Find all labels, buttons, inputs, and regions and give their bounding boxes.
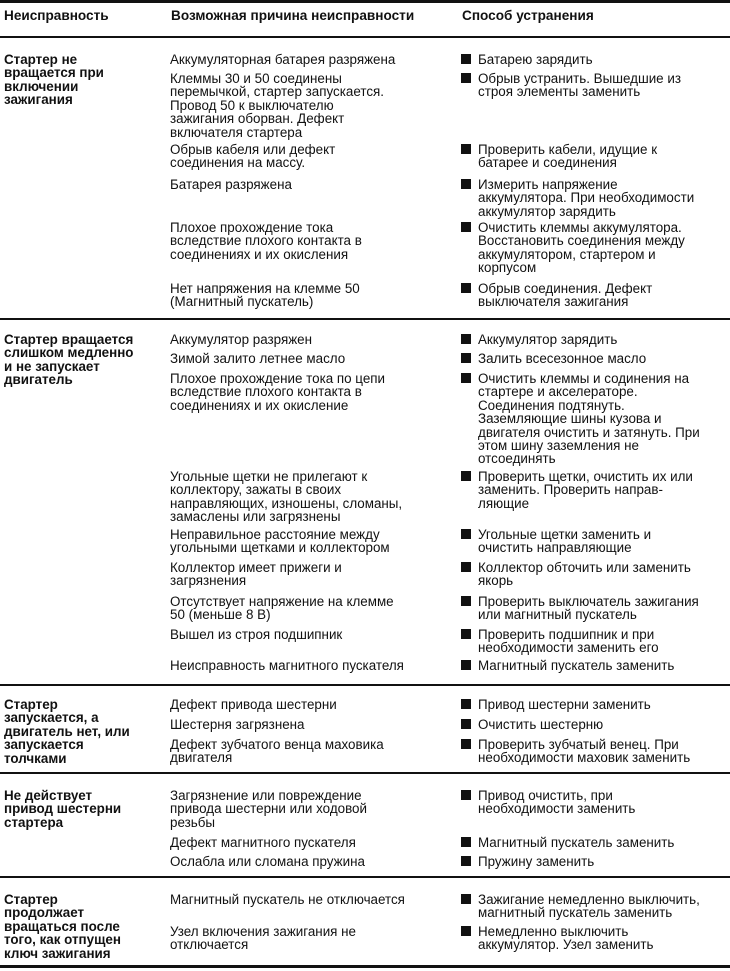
remedy-text: Измерить напряжение аккумулятора. При необходимости аккумулятор зарядить (478, 177, 695, 219)
bullet-square-icon (461, 283, 471, 293)
bullet-square-icon (461, 562, 471, 572)
remedy-cell (461, 628, 729, 655)
cause-cell: Дефект зубчатого венца маховика двигателя (170, 737, 384, 766)
remedy-cell (461, 595, 729, 622)
remedy-cell (461, 333, 729, 346)
remedy-cell (461, 72, 729, 99)
cause-cell: Плохое прохождение тока вследствие плохого контакта в соединениях и их окисления (170, 220, 362, 262)
remedy-cell (461, 855, 729, 868)
group-rule (0, 684, 730, 686)
remedy-cell (461, 178, 729, 218)
remedy-text: Проверить выключатель зажигания или магнитный пускатель (478, 594, 699, 623)
bullet-square-icon (461, 179, 471, 189)
remedy-cell (461, 470, 729, 510)
remedy-cell (461, 53, 729, 66)
remedy-text: Магнитный пускатель заменить (478, 658, 675, 673)
remedy-cell (461, 372, 729, 466)
symptom-cell: Стартер продолжает вращаться после того, как отпущен ключ зажигания (4, 892, 121, 961)
remedy-text: Зажигание немедленно выключить, магнитный пускатель заменить (478, 892, 700, 921)
remedy-text: Очистить шестерню (478, 717, 604, 732)
cause-cell: Обрыв кабеля или дефект соединения на массу. (170, 142, 336, 171)
group-rule (0, 318, 730, 320)
remedy-text: Проверить щетки, очистить их или заменить. Проверить направ- ляющие (478, 469, 693, 511)
remedy-text: Очистить клеммы и содинения на стартере и акселераторе. Соединения подтянуть. Заземляющие шины кузова и двигателя очистить и затянуть. При этом шину заземления не отсоединять (478, 371, 700, 467)
symptom-cell: Стартер не вращается при включении зажигания (4, 52, 104, 108)
bullet-square-icon (461, 73, 471, 83)
symptom-cell: Стартер запускается, а двигатель нет, или запускается толчками (4, 697, 130, 766)
bullet-square-icon (461, 596, 471, 606)
header-remedy: Способ устранения (462, 8, 594, 23)
bullet-square-icon (461, 353, 471, 363)
bullet-square-icon (461, 926, 471, 936)
bullet-square-icon (461, 894, 471, 904)
header-rule (0, 36, 730, 38)
remedy-text: Немедленно выключить аккумулятор. Узел заменить (478, 924, 654, 953)
remedy-cell (461, 738, 729, 765)
cause-cell: Магнитный пускатель не отключается (170, 892, 405, 907)
remedy-text: Пружину заменить (478, 854, 595, 869)
header-cause: Возможная причина неисправности (171, 8, 415, 23)
remedy-cell (461, 893, 729, 920)
remedy-text: Залить всесезонное масло (478, 351, 647, 366)
remedy-text: Аккумулятор зарядить (478, 332, 618, 347)
remedy-cell (461, 836, 729, 849)
bullet-square-icon (461, 222, 471, 232)
cause-cell: Зимой залито летнее масло (170, 351, 346, 366)
remedy-cell (461, 925, 729, 952)
cause-cell: Коллектор имеет прижеги и загрязнения (170, 560, 342, 589)
bullet-square-icon (461, 334, 471, 344)
cause-cell: Вышел из строя подшипник (170, 627, 343, 642)
remedy-text: Батарею зарядить (478, 52, 593, 67)
cause-cell: Шестерня загрязнена (170, 717, 305, 732)
remedy-text: Обрыв соединения. Дефект выключателя зажигания (478, 281, 653, 310)
bullet-square-icon (461, 739, 471, 749)
remedy-text: Привод очистить, при необходимости заменить (478, 788, 636, 817)
remedy-text: Коллектор обточить или заменить якорь (478, 560, 691, 589)
cause-cell: Дефект привода шестерни (170, 697, 337, 712)
cause-cell: Загрязнение или повреждение привода шестерни или ходовой резьбы (170, 788, 367, 830)
remedy-cell (461, 561, 729, 588)
cause-cell: Узел включения зажигания не отключается (170, 924, 356, 953)
remedy-text: Магнитный пускатель заменить (478, 835, 675, 850)
remedy-text: Проверить кабели, идущие к батарее и соединения (478, 142, 658, 171)
group-rule (0, 772, 730, 774)
bullet-square-icon (461, 54, 471, 64)
bullet-square-icon (461, 856, 471, 866)
bullet-square-icon (461, 699, 471, 709)
remedy-cell (461, 282, 729, 309)
cause-cell: Батарея разряжена (170, 177, 292, 192)
top-rule (0, 0, 730, 3)
remedy-cell (461, 718, 729, 731)
cause-cell: Нет напряжения на клемме 50 (Магнитный пускатель) (170, 281, 360, 310)
remedy-cell (461, 352, 729, 365)
cause-cell: Неисправность магнитного пускателя (170, 658, 404, 673)
remedy-cell (461, 698, 729, 711)
remedy-cell (461, 143, 729, 170)
remedy-text: Угольные щетки заменить и очистить направляющие (478, 527, 652, 556)
group-rule (0, 876, 730, 878)
remedy-cell (461, 789, 729, 816)
bullet-square-icon (461, 373, 471, 383)
remedy-cell (461, 659, 729, 672)
cause-cell: Аккумулятор разряжен (170, 332, 312, 347)
cause-cell: Дефект магнитного пускателя (170, 835, 356, 850)
remedy-cell (461, 528, 729, 555)
bullet-square-icon (461, 790, 471, 800)
symptom-cell: Стартер вращается слишком медленно и не запускает двигатель (4, 332, 134, 388)
cause-cell: Неправильное расстояние между угольными щетками и коллектором (170, 527, 390, 556)
symptom-cell: Не действует привод шестерни стартера (4, 788, 122, 830)
bullet-square-icon (461, 144, 471, 154)
cause-cell: Угольные щетки не прилегают к коллектору, зажаты в своих направляющих, изношены, сломаны, замаслены или загрязнены (170, 469, 403, 525)
bullet-square-icon (461, 629, 471, 639)
remedy-text: Привод шестерни заменить (478, 697, 651, 712)
bullet-square-icon (461, 529, 471, 539)
bullet-square-icon (461, 837, 471, 847)
cause-cell: Ослабла или сломана пружина (170, 854, 365, 869)
bottom-rule (0, 965, 730, 968)
remedy-text: Очистить клеммы аккумулятора. Восстановить соединения между аккумулятором, стартером и корпусом (478, 220, 685, 276)
bullet-square-icon (461, 471, 471, 481)
remedy-cell (461, 221, 729, 275)
bullet-square-icon (461, 660, 471, 670)
cause-cell: Аккумуляторная батарея разряжена (170, 52, 396, 67)
remedy-text: Проверить зубчатый венец. При необходимости маховик заменить (478, 737, 691, 766)
remedy-text: Обрыв устранить. Вышедшие из строя элементы заменить (478, 71, 681, 100)
cause-cell: Клеммы 30 и 50 соединены перемычкой, стартер запускается. Провод 50 к выключателю зажигания оборван. Дефект включателя стартера (170, 71, 384, 140)
cause-cell: Плохое прохождение тока по цепи вследствие плохого контакта в соединениях и их окисление (170, 371, 386, 413)
header-symptom: Неисправность (4, 8, 109, 23)
bullet-square-icon (461, 719, 471, 729)
cause-cell: Отсутствует напряжение на клемме 50 (меньше 8 В) (170, 594, 394, 623)
remedy-text: Проверить подшипник и при необходимости заменить его (478, 627, 659, 656)
